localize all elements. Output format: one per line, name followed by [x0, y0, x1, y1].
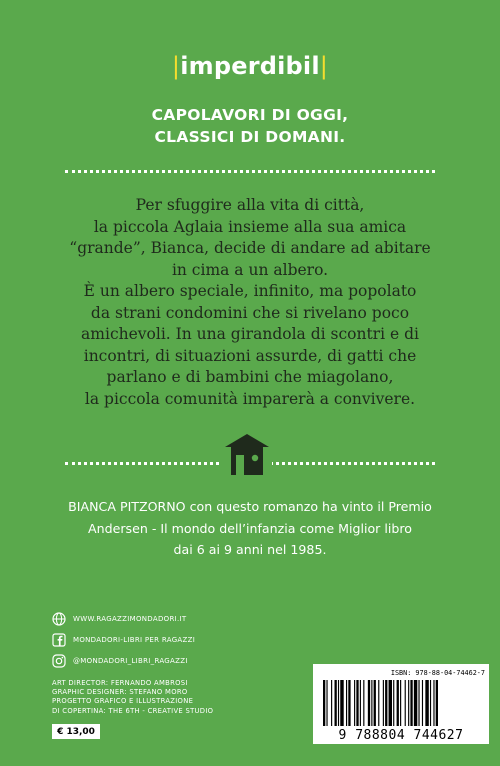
barcode-bar	[385, 680, 387, 726]
barcode-bar	[340, 680, 343, 726]
barcode-bar	[378, 680, 379, 726]
logo-text: imperdibil	[180, 52, 320, 80]
barcode-bar	[371, 680, 372, 726]
blurb-line: da strani condomini che si rivelano poco	[90, 303, 410, 322]
barcode-bar	[397, 680, 399, 726]
tagline-line-2: CLASSICI DI DOMANI.	[154, 128, 346, 146]
barcode-bar	[414, 680, 417, 726]
blurb-line: amichevoli. In una girandola di scontri e di	[81, 325, 419, 343]
barcode-bar	[331, 680, 332, 726]
series-tagline	[0, 104, 500, 148]
barcode-bar	[360, 680, 361, 726]
instagram-link[interactable]: @MONDADORI_LIBRI_RAGAZZI	[73, 657, 188, 665]
barcode-bars	[321, 680, 485, 730]
blurb-line: incontri, di situazioni assurde, di gatti che	[83, 346, 417, 365]
instagram-icon	[52, 654, 66, 668]
price-tag: € 13,00	[52, 724, 100, 739]
author-award-note	[0, 496, 500, 561]
blurb-line: in cima a un albero.	[171, 260, 329, 279]
author-note-line: BIANCA PITZORNO con questo romanzo ha vinto il Premio	[68, 499, 432, 514]
blurb-line: “grande”, Bianca, decide di andare ad abitare	[69, 239, 431, 257]
barcode-bar	[408, 680, 409, 726]
facebook-link[interactable]: MONDADORI-LIBRI PER RAGAZZI	[73, 636, 196, 644]
dotted-divider-top	[65, 170, 435, 173]
barcode-bar	[356, 680, 358, 726]
tagline-line-1: CAPOLAVORI DI OGGI,	[151, 106, 349, 124]
blurb-line: la piccola Aglaia insieme alla sua amica	[93, 217, 407, 236]
website-row	[52, 611, 186, 627]
logo-bar-left: |	[171, 52, 181, 80]
facebook-row	[52, 632, 195, 648]
barcode-bar	[405, 680, 406, 726]
barcode-bar	[368, 680, 370, 726]
blurb-line: parlano e di bambini che miagolano,	[106, 368, 394, 386]
barcode-bar	[383, 680, 384, 726]
barcode-bar	[323, 680, 325, 726]
barcode-bar	[389, 680, 392, 726]
barcode-bar	[430, 680, 431, 726]
barcode-bar	[400, 680, 401, 726]
barcode-bar	[354, 680, 355, 726]
website-link[interactable]: WWW.RAGAZZIMONDADORI.IT	[73, 615, 187, 623]
isbn-barcode	[313, 664, 489, 744]
barcode-bar	[346, 680, 347, 726]
credit-line: DI COPERTINA: THE 6TH - CREATIVE STUDIO	[52, 706, 214, 715]
barcode-bar	[335, 680, 337, 726]
barcode-bar	[418, 680, 419, 726]
barcode-bar	[393, 680, 394, 726]
credit-line: GRAPHIC DESIGNER: STEFANO MORO	[52, 688, 188, 697]
barcode-bar	[326, 680, 327, 726]
series-logo	[0, 52, 500, 80]
blurb-line: la piccola comunità imparerà a convivere.	[84, 389, 416, 408]
blurb-line: È un albero speciale, infinito, ma popolato	[83, 282, 417, 300]
credit-line: ART DIRECTOR: FERNANDO AMBROSI	[52, 679, 188, 687]
blurb-line: Per sfuggire alla vita di città,	[135, 196, 365, 214]
author-note-line: Andersen - Il mondo dell’infanzia come Miglior libro	[88, 520, 412, 536]
instagram-row	[52, 653, 188, 669]
barcode-bar	[422, 680, 423, 726]
barcode-bar	[348, 680, 350, 726]
barcode-bar	[374, 680, 376, 726]
logo-bar-right: |	[319, 52, 329, 80]
barcode-bar	[363, 680, 364, 726]
barcode-bar	[425, 680, 428, 726]
barcode-bar	[410, 680, 412, 726]
barcode-bar	[433, 680, 434, 726]
barcode-number: 9 788804 744627	[338, 728, 464, 743]
barcode-bar	[436, 680, 438, 726]
barcode-bar	[338, 680, 339, 726]
facebook-icon	[52, 633, 66, 647]
isbn-label: ISBN: 978-88-04-74462-7	[390, 669, 485, 677]
globe-icon	[52, 612, 66, 626]
house-icon	[222, 431, 272, 477]
author-note-line: dai 6 ai 9 anni nel 1985.	[173, 542, 327, 557]
credit-line: PROGETTO GRAFICO E ILLUSTRAZIONE	[52, 697, 194, 706]
design-credits	[52, 679, 213, 716]
back-cover-blurb	[0, 195, 500, 410]
